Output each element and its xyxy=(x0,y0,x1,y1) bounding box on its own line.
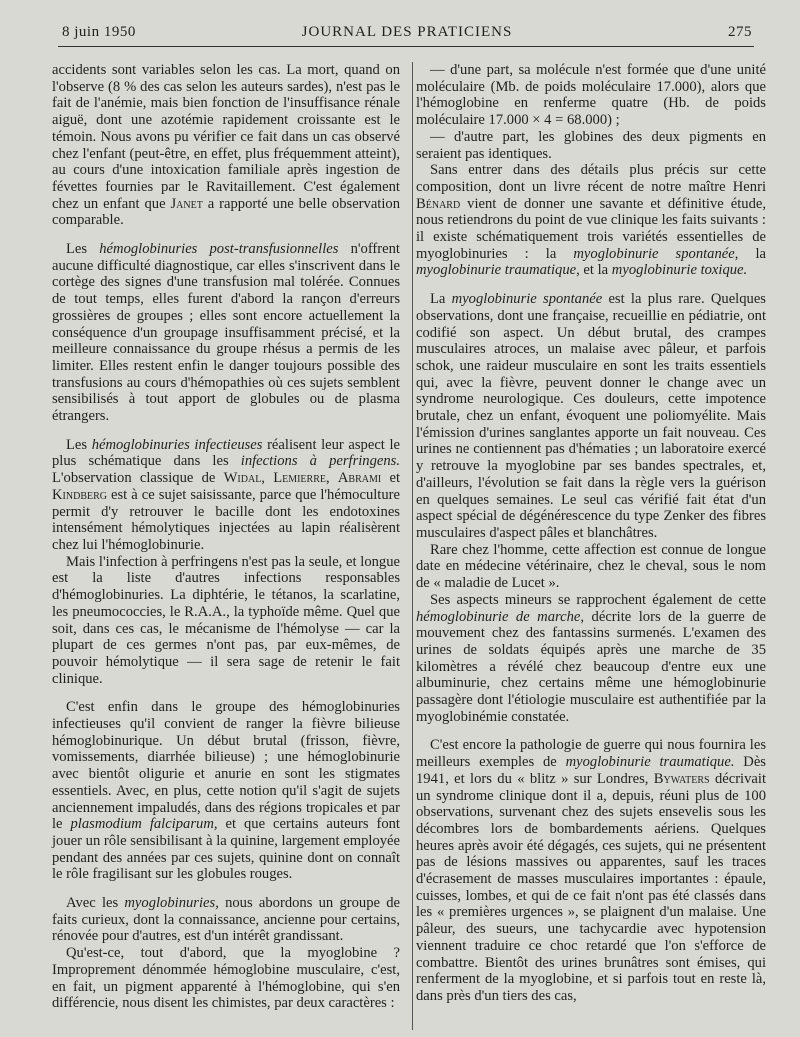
paragraph: — d'une part, sa molécule n'est formée que d'une unité moléculaire (Mb. de poids moléculaire 17.000), alors que l'hémoglobine en renferme quatre (Hb. de poids moléculaire 17.000 × 4 = 68.000) ; xyxy=(416,62,766,129)
running-header xyxy=(62,24,752,46)
paragraph: — d'autre part, les globines des deux pigments en seraient pas identiques. xyxy=(416,128,766,162)
author-name: Kindberg xyxy=(52,486,107,503)
paragraph: Rare chez l'homme, cette affection est connue de longue date en médecine vétérinaire, chez le cheval, sous le nom de « maladie de Lucet ». xyxy=(416,541,766,592)
author-name: Bénard xyxy=(416,195,461,212)
header-rule xyxy=(58,46,754,47)
journal-title: JOURNAL DES PRATICIENS xyxy=(301,24,513,40)
left-column xyxy=(52,62,400,1024)
paragraph: Qu'est-ce, tout d'abord, que la myoglobine ? Improprement dénommée hémoglobine musculaire, c'est, en fait, un pigment apparenté à l'hémoglobine, qui s'en différencie, nous disent les chimistes, par deux caractères : xyxy=(52,945,400,1012)
column-divider xyxy=(412,62,413,1030)
paragraph: Les hémoglobinuries post-transfusionnelles n'offrent aucune difficulté diagnostique, car elles s'inscrivent dans le cortège des signes d'une transfusion mal tolérée. Connues de tout temps, elles furent d'abord la rançon d'erreurs grossières de groupes ; elles sont encore actuellement la conséquence d'un groupage insuffisamment précisé, et la meilleure connaissance du groupe rhésus a permis de les limiter. Elles restent enfin le danger toujours possible des transfusions au cours d'hémopathies où ces sujets semblent sensibilisés à tout apport de globules ou de plasma étrangers. xyxy=(52,241,400,425)
author-name: Lemierre xyxy=(273,470,326,487)
page-number: 275 xyxy=(728,24,752,40)
right-column xyxy=(416,62,766,1017)
author-name: Bywaters xyxy=(653,770,710,787)
paragraph: C'est encore la pathologie de guerre qui nous fournira les meilleurs exemples de myoglobinurie traumatique. Dès 1941, et lors du « blitz » sur Londres, Bywaters décrivait un syndrome clinique dont il a, depuis, réuni plus de 100 observations, survenant chez des sujets ensevelis sous les décombres lors de bombardements aériens. Quelques heures après avoir été dégagés, ces sujets, qui ne présentent pas de lésions massives ou apparentes, sauf les traces d'écrasement de masses musculaires importantes : épaule, cuisses, lombes, et qui de ce fait n'ont pas été classés dans les « premières urgences », se plaignent d'un malaise. Une pâleur, des sueurs, une tachycardie avec hypotension viennent traduire ce choc retardé que l'on s'efforce de combattre. Bientôt des urines brunâtres sont émises, qui renferment de la myoglobine, et si parfois tout en reste là, dans près d'un tiers des cas, xyxy=(416,737,766,1004)
paragraph: Ses aspects mineurs se rapprochent également de cette hémoglobinurie de marche, décrite lors de la guerre de mouvement chez des fantassins surmenés. L'examen des urines de soldats équipés après une marche de 35 kilomètres a révélé chez beaucoup d'entre eux une albuminurie, chez certains même une hémoglobinurie passagère dont l'étiologie musculaire est authentifiée par la myoglobinémie constatée. xyxy=(416,591,766,725)
paragraph: accidents sont variables selon les cas. La mort, quand on l'observe (8 % des cas selon les auteurs sardes), n'est pas le fait de l'anémie, mais bien fonction de l'insuffisance rénale aiguë, dont une azotémie rapidement croissante est le témoin. Nous avons pu vérifier ce fait dans un cas observé chez l'enfant (peut-être, en effet, plus fréquemment atteint), au cours d'une intoxication familiale après ingestion de févettes fournies par le Ravitaillement. C'est également chez un enfant que Janet a rapporté une belle observation comparable. xyxy=(52,62,401,229)
author-name: Widal xyxy=(223,470,262,487)
paragraph: Avec les myoglobinuries, nous abordons un groupe de faits curieux, dont la connaissance, ancienne pour certains, rénovée pour d'autres, est d'un intérêt grandissant. xyxy=(52,895,400,945)
author-name: Abrami xyxy=(337,470,382,487)
paragraph: Les hémoglobinuries infectieuses réalisent leur aspect le plus schématique dans les infections à perfringens. L'observation classique de Widal, Lemierre, Abrami et Kindberg est à ce sujet saisissante, parce que l'hémoculture permit d'y retrouver le bacille dont les endotoxines intensément hémolytiques injectées au lapin réalisèrent chez lui l'hémoglobinurie. xyxy=(52,436,401,553)
paragraph: La myoglobinurie spontanée est la plus rare. Quelques observations, dont une française, recueillie en pédiatrie, ont codifié son aspect. Un début brutal, des crampes musculaires atroces, un malaise avec pâleur, et parfois schok, une raideur musculaire en sont les traits essentiels qui, avec la fièvre, peuvent donner le change avec un syndrome neurologique. Ces douleurs, cette impotence brutale, chez un enfant, évoquent une poliomyélite. Mais l'émission d'urines sanglantes apporte un fait nouveau. Ces urines ne contiennent pas d'hématies ; un laboratoire exercé y retrouve la myoglobine par ses bandes spectrales, et, d'ailleurs, l'évolution se fait dans la règle vers la guérison en quelques semaines. Le seul cas vérifié fait état d'un aspect spécial de dégénérescence du type Zenker des fibres musculaires d'aspect pâles et blanchâtres. xyxy=(416,291,766,541)
paragraph: Sans entrer dans des détails plus précis sur cette composition, dont un livre récent de notre maître Henri Bénard vient de donner une savante et définitive étude, nous retiendrons du point de vue clinique les faits suivants : il existe schématiquement trois variétés essentielles de myoglobinuries : la myoglobinurie spontanée, la myoglobinurie traumatique, et la myoglobinurie toxique. xyxy=(416,162,766,279)
paragraph: C'est enfin dans le groupe des hémoglobinuries infectieuses qu'il convient de ranger la fièvre bilieuse hémoglobinurique. Un début brutal (frisson, fièvre, vomissements, diarrhée bilieuse) ; une hémoglobinurie avec bientôt oligurie et anurie en sont les stigmates essentiels. Avec, en plus, cette notion qu'il s'agit de sujets anciennement impaludés, dans des régions tropicales et par le plasmodium falciparum, et que certains auteurs font jouer un rôle sensibilisant à la quinine, largement employée pendant des années par ces sujets, quinine dont on connaît le rôle fragilisant sur les globules rouges. xyxy=(52,699,400,883)
issue-date: 8 juin 1950 xyxy=(62,24,136,40)
author-name: Janet xyxy=(170,195,203,212)
paragraph: Mais l'infection à perfringens n'est pas la seule, et longue est la liste d'autres infections responsables d'hémoglobinuries. La diphtérie, le tétanos, la scarlatine, les pneumococcies, le R.A.A., la typhoïde même. Quel que soit, dans ces cas, le mécanisme de l'hémolyse — car la plupart de ces germes n'ont pas, par eux-mêmes, de pouvoir hémolytique — il sera sage de retenir le fait clinique. xyxy=(52,553,400,687)
